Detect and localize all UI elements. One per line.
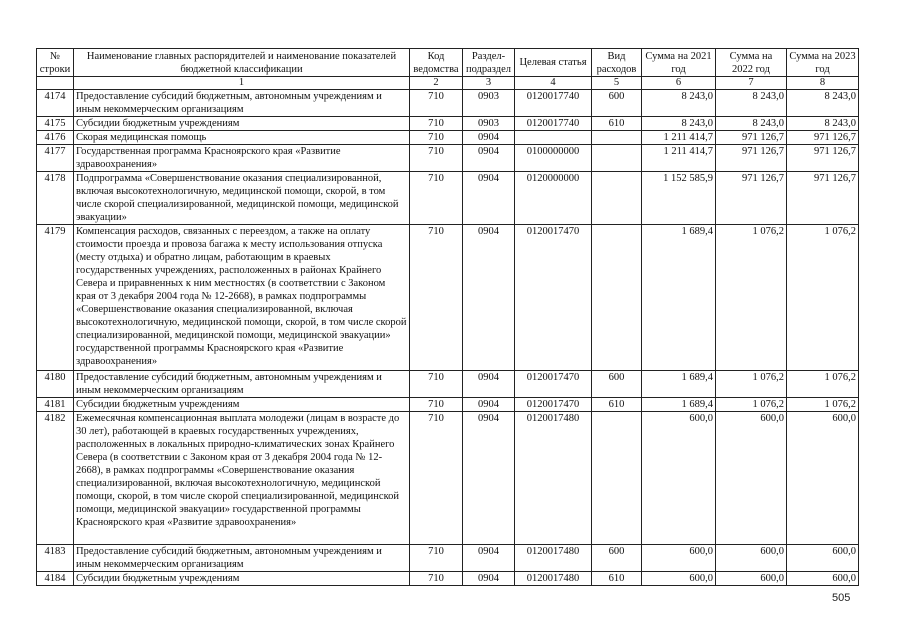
header-sum-2022: Сумма на 2022 год xyxy=(716,49,787,77)
row-number: 4181 xyxy=(37,398,74,412)
row-expense xyxy=(592,172,642,225)
row-code: 710 xyxy=(410,145,463,172)
row-sum-2022: 600,0 xyxy=(716,572,787,586)
table-row xyxy=(37,572,859,586)
row-expense: 610 xyxy=(592,117,642,131)
column-number-row xyxy=(37,77,859,90)
row-code: 710 xyxy=(410,131,463,145)
row-target xyxy=(515,131,592,145)
row-target: 0120017740 xyxy=(515,90,592,117)
header-name: Наименование главных распорядителей и наименование показателей бюджетной классификации xyxy=(74,49,410,77)
header-section: Раздел-подраздел xyxy=(463,49,515,77)
row-number: 4180 xyxy=(37,371,74,398)
table-row xyxy=(37,412,859,545)
table-row xyxy=(37,398,859,412)
table-row xyxy=(37,371,859,398)
row-number: 4179 xyxy=(37,225,74,371)
row-name: Предоставление субсидий бюджетным, автономным учреждениям и иным некоммерческим организациям xyxy=(74,545,410,572)
row-code: 710 xyxy=(410,225,463,371)
row-section: 0903 xyxy=(463,117,515,131)
table-row xyxy=(37,545,859,572)
row-name: Субсидии бюджетным учреждениям xyxy=(74,117,410,131)
row-sum-2023: 600,0 xyxy=(787,545,859,572)
column-number: 6 xyxy=(642,77,716,90)
table-row xyxy=(37,225,859,371)
row-section: 0904 xyxy=(463,398,515,412)
row-code: 710 xyxy=(410,371,463,398)
row-expense xyxy=(592,412,642,545)
row-number: 4174 xyxy=(37,90,74,117)
page-number: 505 xyxy=(832,592,851,604)
table-body xyxy=(37,90,859,586)
row-sum-2021: 1 689,4 xyxy=(642,225,716,371)
row-expense: 610 xyxy=(592,398,642,412)
row-sum-2022: 8 243,0 xyxy=(716,90,787,117)
budget-sheet xyxy=(36,48,858,586)
header-code: Код ведомства xyxy=(410,49,463,77)
row-section: 0904 xyxy=(463,412,515,545)
row-section: 0904 xyxy=(463,225,515,371)
header-row xyxy=(37,49,859,77)
column-number xyxy=(37,77,74,90)
row-sum-2021: 600,0 xyxy=(642,545,716,572)
budget-table xyxy=(36,48,859,586)
row-sum-2021: 1 689,4 xyxy=(642,398,716,412)
row-name: Ежемесячная компенсационная выплата молодежи (лицам в возрасте до 30 лет), работающей в краевых государственных учреждениях, расположенных в локальных природно-климатических зонах Крайнего Севера (в соответствии с Законом края от 3 декабря 2004 года № 12-2668), в рамках подпрограммы «Совершенствование оказания специализированной, включая высокотехнологичную, медицинской помощи, скорой, в том числе скорой специализированной, медицинской помощи, медицинской эвакуации» государственной программы Красноярского края «Развитие здравоохранения» xyxy=(74,412,410,545)
table-row xyxy=(37,90,859,117)
row-name: Предоставление субсидий бюджетным, автономным учреждениям и иным некоммерческим организациям xyxy=(74,90,410,117)
row-section: 0903 xyxy=(463,90,515,117)
row-number: 4176 xyxy=(37,131,74,145)
row-sum-2022: 1 076,2 xyxy=(716,398,787,412)
row-section: 0904 xyxy=(463,172,515,225)
row-number: 4177 xyxy=(37,145,74,172)
column-number: 7 xyxy=(716,77,787,90)
row-sum-2022: 1 076,2 xyxy=(716,225,787,371)
row-name: Субсидии бюджетным учреждениям xyxy=(74,572,410,586)
row-name: Субсидии бюджетным учреждениям xyxy=(74,398,410,412)
row-sum-2023: 971 126,7 xyxy=(787,145,859,172)
row-code: 710 xyxy=(410,398,463,412)
row-sum-2023: 8 243,0 xyxy=(787,90,859,117)
row-sum-2021: 1 211 414,7 xyxy=(642,145,716,172)
row-expense xyxy=(592,225,642,371)
header-num: № строки xyxy=(37,49,74,77)
row-code: 710 xyxy=(410,117,463,131)
row-expense: 610 xyxy=(592,572,642,586)
row-section: 0904 xyxy=(463,145,515,172)
header-expense: Вид расходов xyxy=(592,49,642,77)
column-number: 5 xyxy=(592,77,642,90)
row-sum-2023: 971 126,7 xyxy=(787,131,859,145)
row-sum-2023: 8 243,0 xyxy=(787,117,859,131)
row-number: 4182 xyxy=(37,412,74,545)
row-expense: 600 xyxy=(592,371,642,398)
row-target: 0120017480 xyxy=(515,545,592,572)
row-target: 0120017740 xyxy=(515,117,592,131)
column-number: 1 xyxy=(74,77,410,90)
row-code: 710 xyxy=(410,545,463,572)
row-code: 710 xyxy=(410,572,463,586)
column-number: 3 xyxy=(463,77,515,90)
row-sum-2023: 1 076,2 xyxy=(787,398,859,412)
row-sum-2021: 8 243,0 xyxy=(642,90,716,117)
column-number: 8 xyxy=(787,77,859,90)
row-number: 4178 xyxy=(37,172,74,225)
row-sum-2023: 600,0 xyxy=(787,572,859,586)
row-sum-2022: 1 076,2 xyxy=(716,371,787,398)
row-sum-2022: 8 243,0 xyxy=(716,117,787,131)
table-row xyxy=(37,172,859,225)
row-target: 0100000000 xyxy=(515,145,592,172)
row-sum-2022: 971 126,7 xyxy=(716,145,787,172)
row-name: Государственная программа Красноярского края «Развитие здравоохранения» xyxy=(74,145,410,172)
row-section: 0904 xyxy=(463,572,515,586)
row-target: 0120017470 xyxy=(515,225,592,371)
row-sum-2023: 600,0 xyxy=(787,412,859,545)
row-number: 4175 xyxy=(37,117,74,131)
row-expense xyxy=(592,131,642,145)
table-row xyxy=(37,117,859,131)
row-sum-2021: 600,0 xyxy=(642,572,716,586)
row-expense: 600 xyxy=(592,90,642,117)
row-sum-2021: 1 211 414,7 xyxy=(642,131,716,145)
row-sum-2021: 600,0 xyxy=(642,412,716,545)
row-target: 0120017480 xyxy=(515,412,592,545)
row-name: Компенсация расходов, связанных с переездом, а также на оплату стоимости проезда и провоза багажа к месту использования отпуска (месту отдыха) и обратно лицам, работающим в краевых государственных учреждениях, расположенных в районах Крайнего Севера и приравненных к ним местностях (в соответствии с Законом края от 3 декабря 2004 года № 12-2668), в рамках подпрограммы «Совершенствование оказания специализированной, включая высокотехнологичную, медицинской помощи, скорой, в том числе скорой специализированной, медицинской помощи, медицинской эвакуации» государственной программы Красноярского края «Развитие здравоохранения» xyxy=(74,225,410,371)
row-section: 0904 xyxy=(463,545,515,572)
row-number: 4183 xyxy=(37,545,74,572)
row-target: 0120017480 xyxy=(515,572,592,586)
row-expense xyxy=(592,145,642,172)
row-sum-2022: 971 126,7 xyxy=(716,172,787,225)
row-target: 0120017470 xyxy=(515,371,592,398)
header-target: Целевая статья xyxy=(515,49,592,77)
row-section: 0904 xyxy=(463,131,515,145)
row-expense: 600 xyxy=(592,545,642,572)
row-code: 710 xyxy=(410,90,463,117)
row-sum-2022: 971 126,7 xyxy=(716,131,787,145)
row-sum-2023: 1 076,2 xyxy=(787,225,859,371)
column-number: 2 xyxy=(410,77,463,90)
row-name: Скорая медицинская помощь xyxy=(74,131,410,145)
row-sum-2021: 1 689,4 xyxy=(642,371,716,398)
row-sum-2022: 600,0 xyxy=(716,412,787,545)
row-code: 710 xyxy=(410,172,463,225)
row-sum-2022: 600,0 xyxy=(716,545,787,572)
row-sum-2023: 971 126,7 xyxy=(787,172,859,225)
table-row xyxy=(37,145,859,172)
row-sum-2021: 8 243,0 xyxy=(642,117,716,131)
row-name: Предоставление субсидий бюджетным, автономным учреждениям и иным некоммерческим организациям xyxy=(74,371,410,398)
row-target: 0120000000 xyxy=(515,172,592,225)
row-code: 710 xyxy=(410,412,463,545)
row-number: 4184 xyxy=(37,572,74,586)
row-sum-2021: 1 152 585,9 xyxy=(642,172,716,225)
header-sum-2023: Сумма на 2023 год xyxy=(787,49,859,77)
row-name: Подпрограмма «Совершенствование оказания специализированной, включая высокотехнологичную, медицинской помощи, скорой, в том числе скорой специализированной, медицинской помощи, медицинской эвакуации» xyxy=(74,172,410,225)
table-row xyxy=(37,131,859,145)
row-section: 0904 xyxy=(463,371,515,398)
row-sum-2023: 1 076,2 xyxy=(787,371,859,398)
header-sum-2021: Сумма на 2021 год xyxy=(642,49,716,77)
column-number: 4 xyxy=(515,77,592,90)
row-target: 0120017470 xyxy=(515,398,592,412)
